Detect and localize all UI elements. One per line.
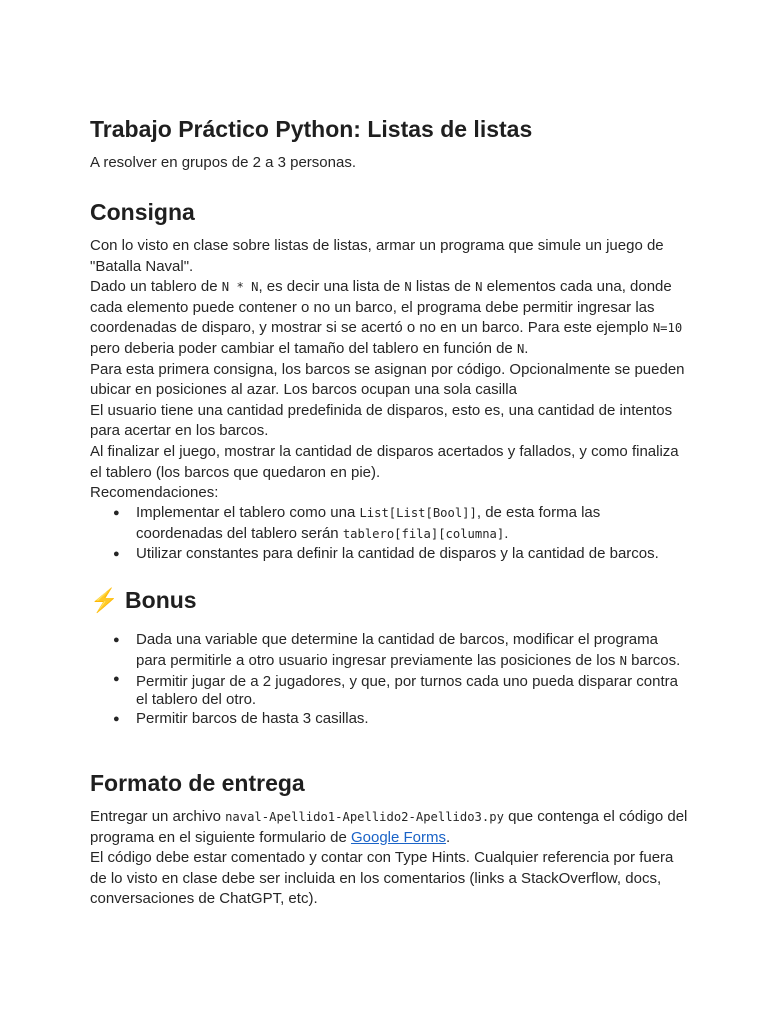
inline-code: N * N	[221, 280, 259, 295]
list-item: ● Utilizar constantes para definir la cantidad de disparos y la cantidad de barcos.	[90, 544, 690, 565]
intro-paragraph: A resolver en grupos de 2 a 3 personas.	[90, 154, 357, 171]
formato-paragraph-2: El código debe estar comentado y contar con Type Hints. Cualquier referencia por fuera de lo visto en clase debe ser incluida en los comentarios (links a StackOverflow, docs, conversaciones de ChatGPT, etc).	[90, 849, 674, 908]
text-span: .	[504, 524, 509, 542]
inline-code: N=10	[652, 321, 683, 336]
consigna-paragraph-3: Para esta primera consigna, los barcos se asignan por código. Opcionalmente se pueden ubicar en posiciones al azar. Los barcos ocupan una sola casilla	[90, 360, 685, 399]
consigna-heading: Consigna	[90, 199, 195, 225]
text-span: Dado un tablero de	[90, 278, 222, 296]
lightning-icon: ⚡	[90, 587, 119, 613]
text-span: pero deberia poder cambiar el tamaño del tablero en función de	[90, 339, 517, 357]
consigna-body	[90, 236, 690, 504]
text-span: .	[446, 828, 451, 846]
recommendations-list	[90, 503, 690, 565]
bonus-list	[90, 630, 690, 730]
list-item	[90, 630, 690, 671]
bonus-heading	[90, 587, 197, 614]
recommendations-label: Recomendaciones:	[90, 484, 219, 502]
formato-heading: Formato de entrega	[90, 770, 305, 796]
list-item	[90, 503, 690, 544]
text-span: que contenga el código del programa en el siguiente formulario de	[90, 808, 688, 846]
bonus-heading-text: Bonus	[125, 587, 197, 613]
formato-body	[90, 807, 690, 910]
text-span: Entregar un archivo	[90, 808, 226, 825]
text-span: elementos cada una, donde cada elemento puede contener o no un barco, el programa debe permitir ingresar las coordenadas de disparo, y mostrar si se acertó o no en un barco. Para este ejemplo	[90, 278, 672, 337]
text-span: Implementar el tablero como una	[136, 504, 360, 521]
formato-paragraph-1	[90, 807, 690, 848]
consigna-paragraph-1: Con lo visto en clase sobre listas de listas, armar un programa que simule un juego de "Batalla Naval".	[90, 237, 664, 275]
inline-code: tablero[fila][columna]	[342, 526, 505, 541]
inline-code: N	[475, 280, 483, 295]
inline-code: List[List[Bool]]	[359, 506, 477, 520]
text-span: .	[524, 339, 529, 357]
list-item: ● Permitir barcos de hasta 3 casillas.	[90, 709, 690, 730]
list-item: ● Permitir jugar de a 2 jugadores, y que, por turnos cada uno pueda disparar contra el tablero del otro.	[90, 671, 690, 709]
text-span: , es decir una lista de	[258, 278, 405, 296]
inline-code: N	[516, 341, 525, 356]
consigna-paragraph-4: El usuario tiene una cantidad predefinida de disparos, esto es, una cantidad de intentos para acertar en los barcos.	[90, 401, 673, 440]
intro-text	[90, 153, 690, 174]
document-title: Trabajo Práctico Python: Listas de listas	[90, 116, 533, 142]
inline-code: N	[619, 653, 627, 668]
text-span: listas de	[411, 278, 476, 296]
inline-code: N	[404, 280, 412, 295]
text-span: barcos.	[626, 651, 681, 669]
consigna-paragraph-5: Al finalizar el juego, mostrar la cantidad de disparos acertados y fallados, y como finaliza el tablero (los barcos que quedaron en pie).	[90, 442, 679, 481]
text-span: , de esta forma las coordenadas del tablero serán	[136, 504, 601, 542]
google-forms-link[interactable]: Google Forms	[350, 828, 447, 846]
text-span: Dada una variable que determine la cantidad de barcos, modificar el programa para permitirle a otro usuario ingresar previamente las posiciones de los	[136, 631, 658, 669]
consigna-paragraph-2	[90, 277, 690, 359]
inline-code: naval-Apellido1-Apellido2-Apellido3.py	[225, 810, 504, 824]
